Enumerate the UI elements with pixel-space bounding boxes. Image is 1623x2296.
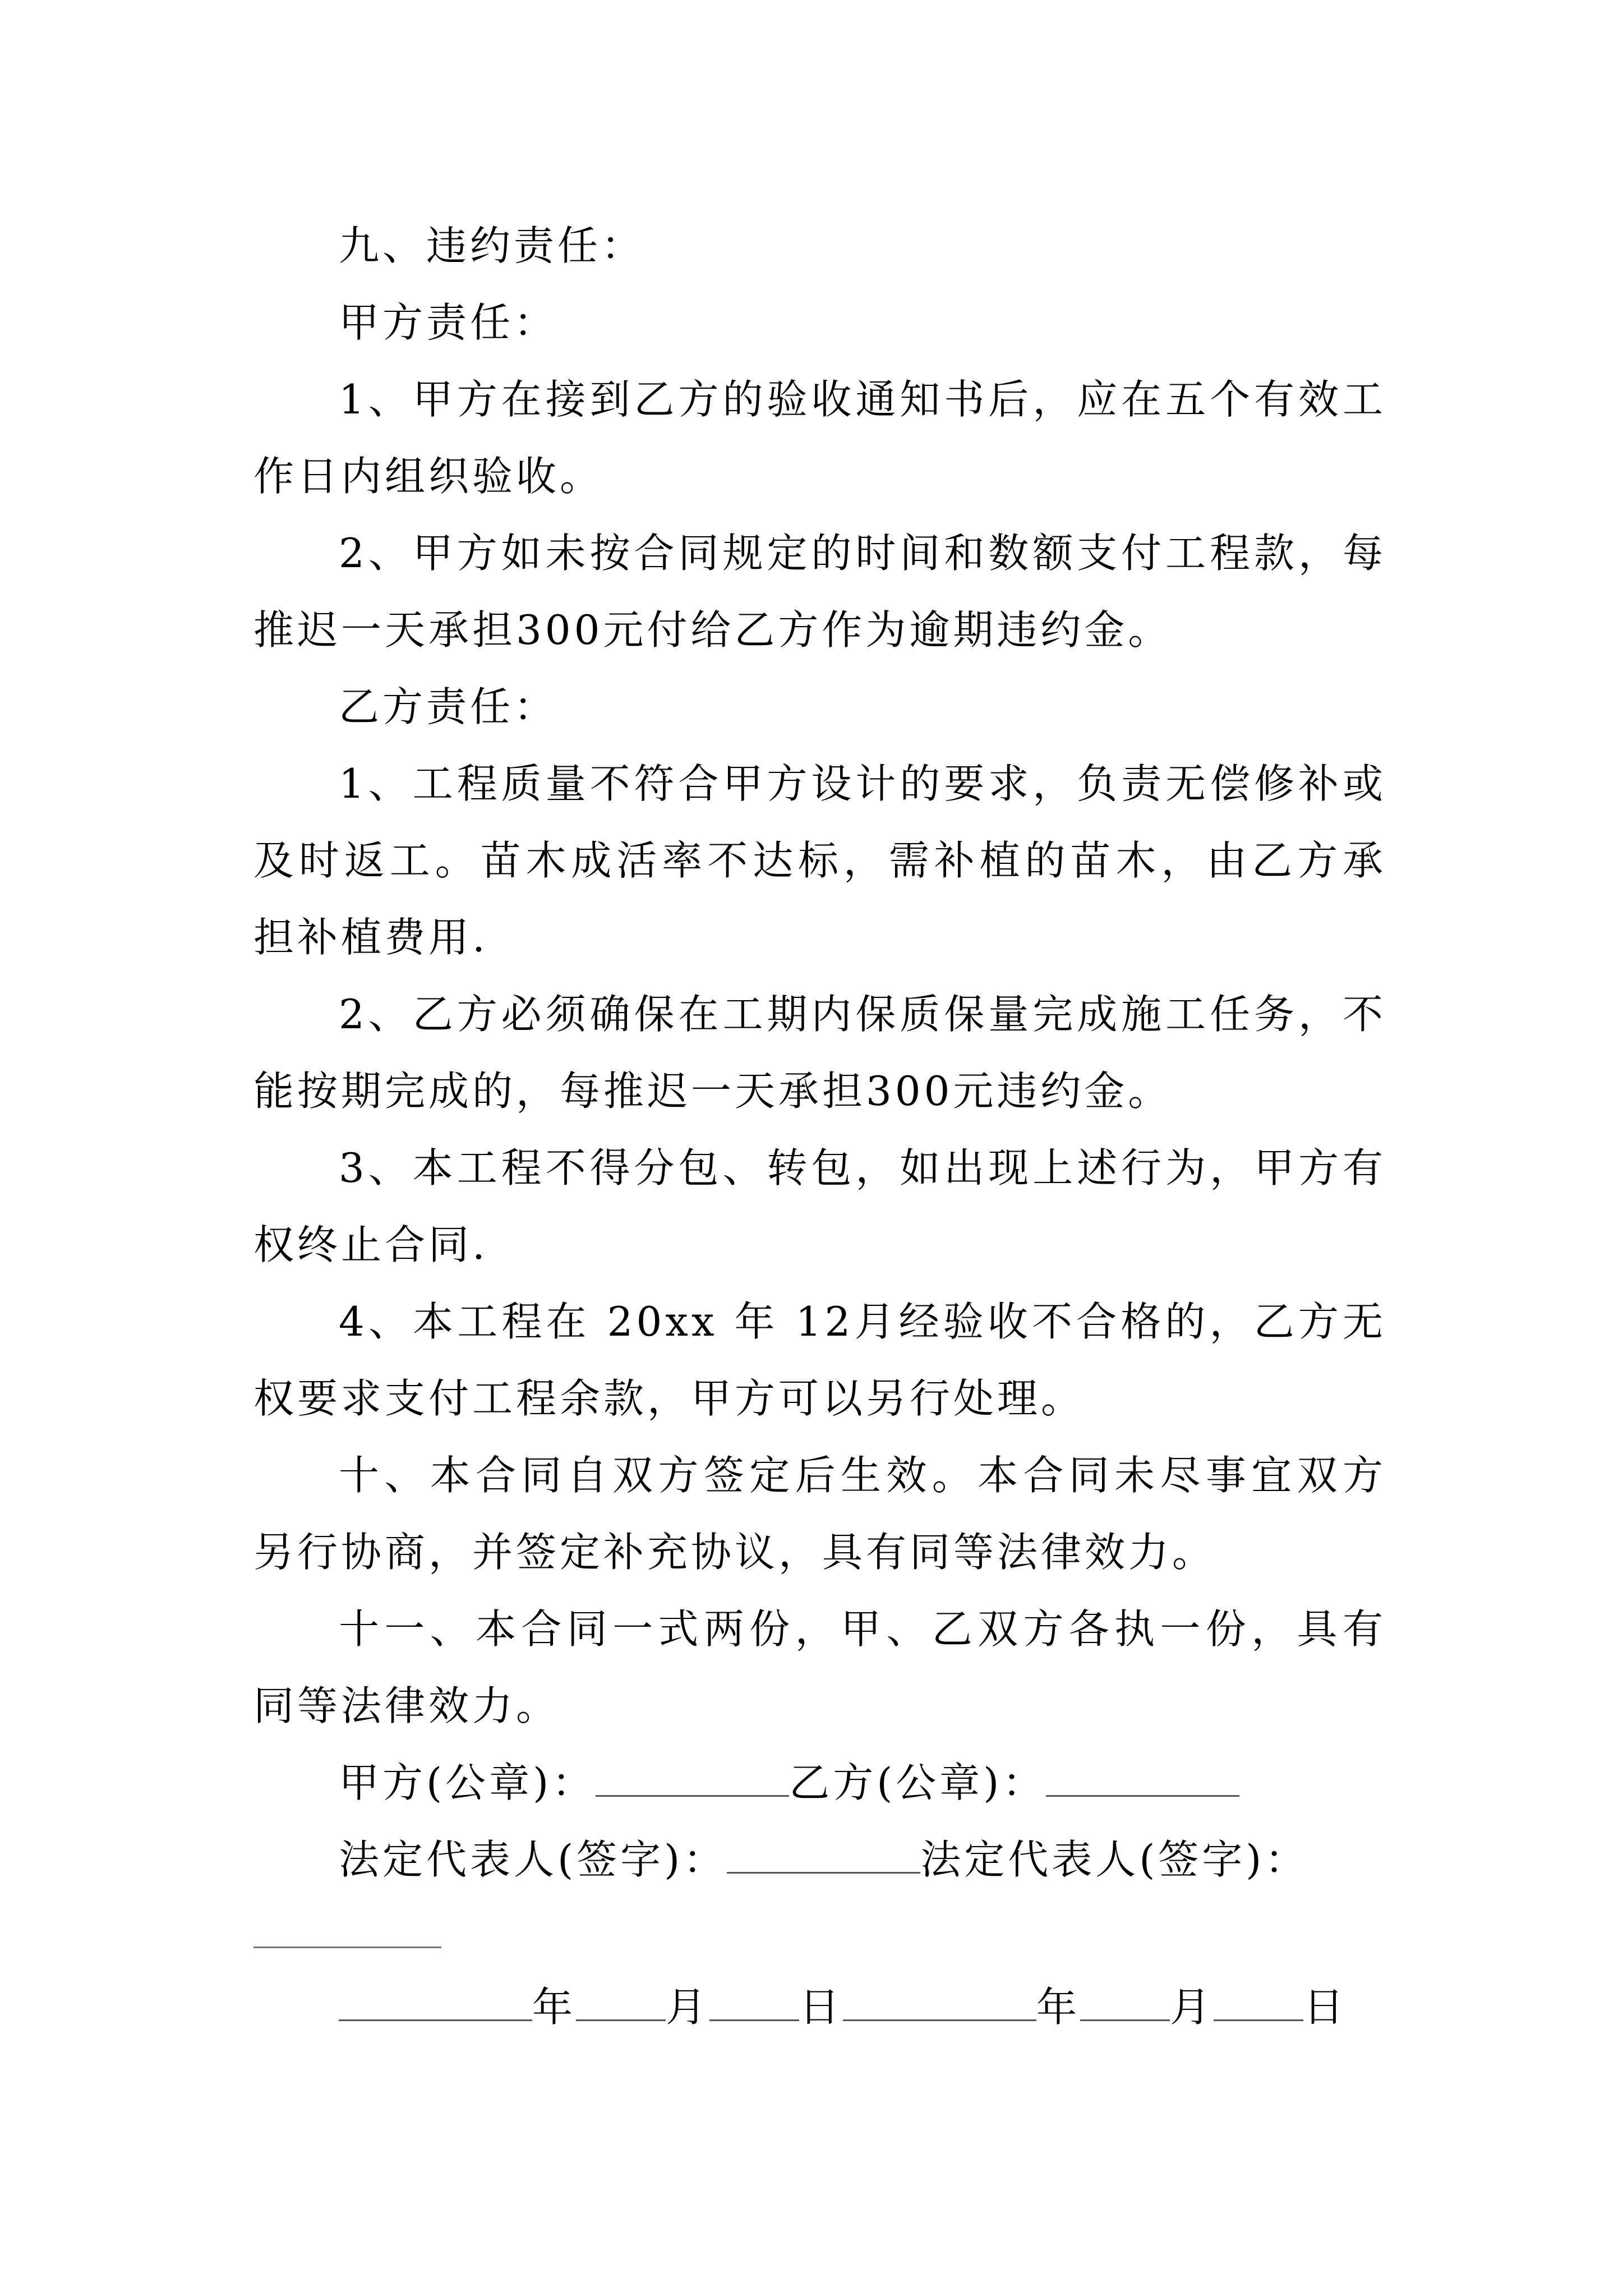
section-heading-breach: 九、违约责任： [339,222,645,269]
document-body [253,208,1386,1898]
party-b-seal-label: 乙方(公章)： [789,1759,1046,1806]
party-b-seal-blank [1046,1761,1239,1797]
date-b-year-blank [843,1986,1036,2021]
seal-line [253,1745,1386,1821]
party-a-seal-blank [596,1761,789,1797]
date-a-day-blank [709,1986,799,2021]
party-a-liability-heading: 甲方责任： [339,299,558,346]
party-b-liability-heading: 乙方责任： [339,683,558,730]
date-b-year-label: 年 [1036,1984,1081,2031]
date-b-day-label: 日 [1303,1984,1348,2031]
party-a-seal-label: 甲方(公章)： [339,1759,596,1806]
date-b-day-blank [1214,1986,1303,2021]
party-a-clause-2: 2、甲方如未按合同规定的时间和数额支付工程款，每推迟一天承担300元付给乙方作为逾期违约金。 [253,530,1386,654]
date-line [339,1969,1347,2046]
section-eleven: 十一、本合同一式两份，甲、乙双方各执一份，具有同等法律效力。 [253,1605,1386,1729]
section-ten: 十、本合同自双方签定后生效。本合同未尽事宜双方另行协商，并签定补充协议，具有同等法律效力。 [253,1452,1386,1576]
party-a-clause-1: 1、甲方在接到乙方的验收通知书后，应在五个有效工作日内组织验收。 [253,376,1386,500]
rep-a-label: 法定代表人(签字)： [339,1836,727,1883]
representative-line [253,1821,1386,1898]
rep-b-label: 法定代表人(签字)： [920,1836,1309,1883]
date-a-day-label: 日 [799,1984,843,2031]
rep-b-blank [253,1947,441,1948]
party-b-clause-2: 2、乙方必须确保在工期内保质保量完成施工任务，不能按期完成的，每推迟一天承担300元违约金。 [253,991,1386,1115]
date-a-month-label: 月 [666,1984,710,2031]
rep-a-blank [727,1838,920,1874]
date-b-month-label: 月 [1170,1984,1214,2031]
party-b-clause-1: 1、工程质量不符合甲方设计的要求，负责无偿修补或及时返工。苗木成活率不达标，需补植的苗木，由乙方承担补植费用. [253,760,1386,961]
date-a-year-blank [339,1986,532,2021]
party-b-clause-3: 3、本工程不得分包、转包，如出现上述行为，甲方有权终止合同. [253,1144,1386,1268]
date-a-year-label: 年 [532,1984,577,2031]
date-b-month-blank [1080,1986,1170,2021]
date-a-month-blank [576,1986,666,2021]
party-b-clause-4: 4、本工程在 20xx 年 12月经验收不合格的，乙方无权要求支付工程余款，甲方可以另行处理。 [253,1298,1386,1422]
